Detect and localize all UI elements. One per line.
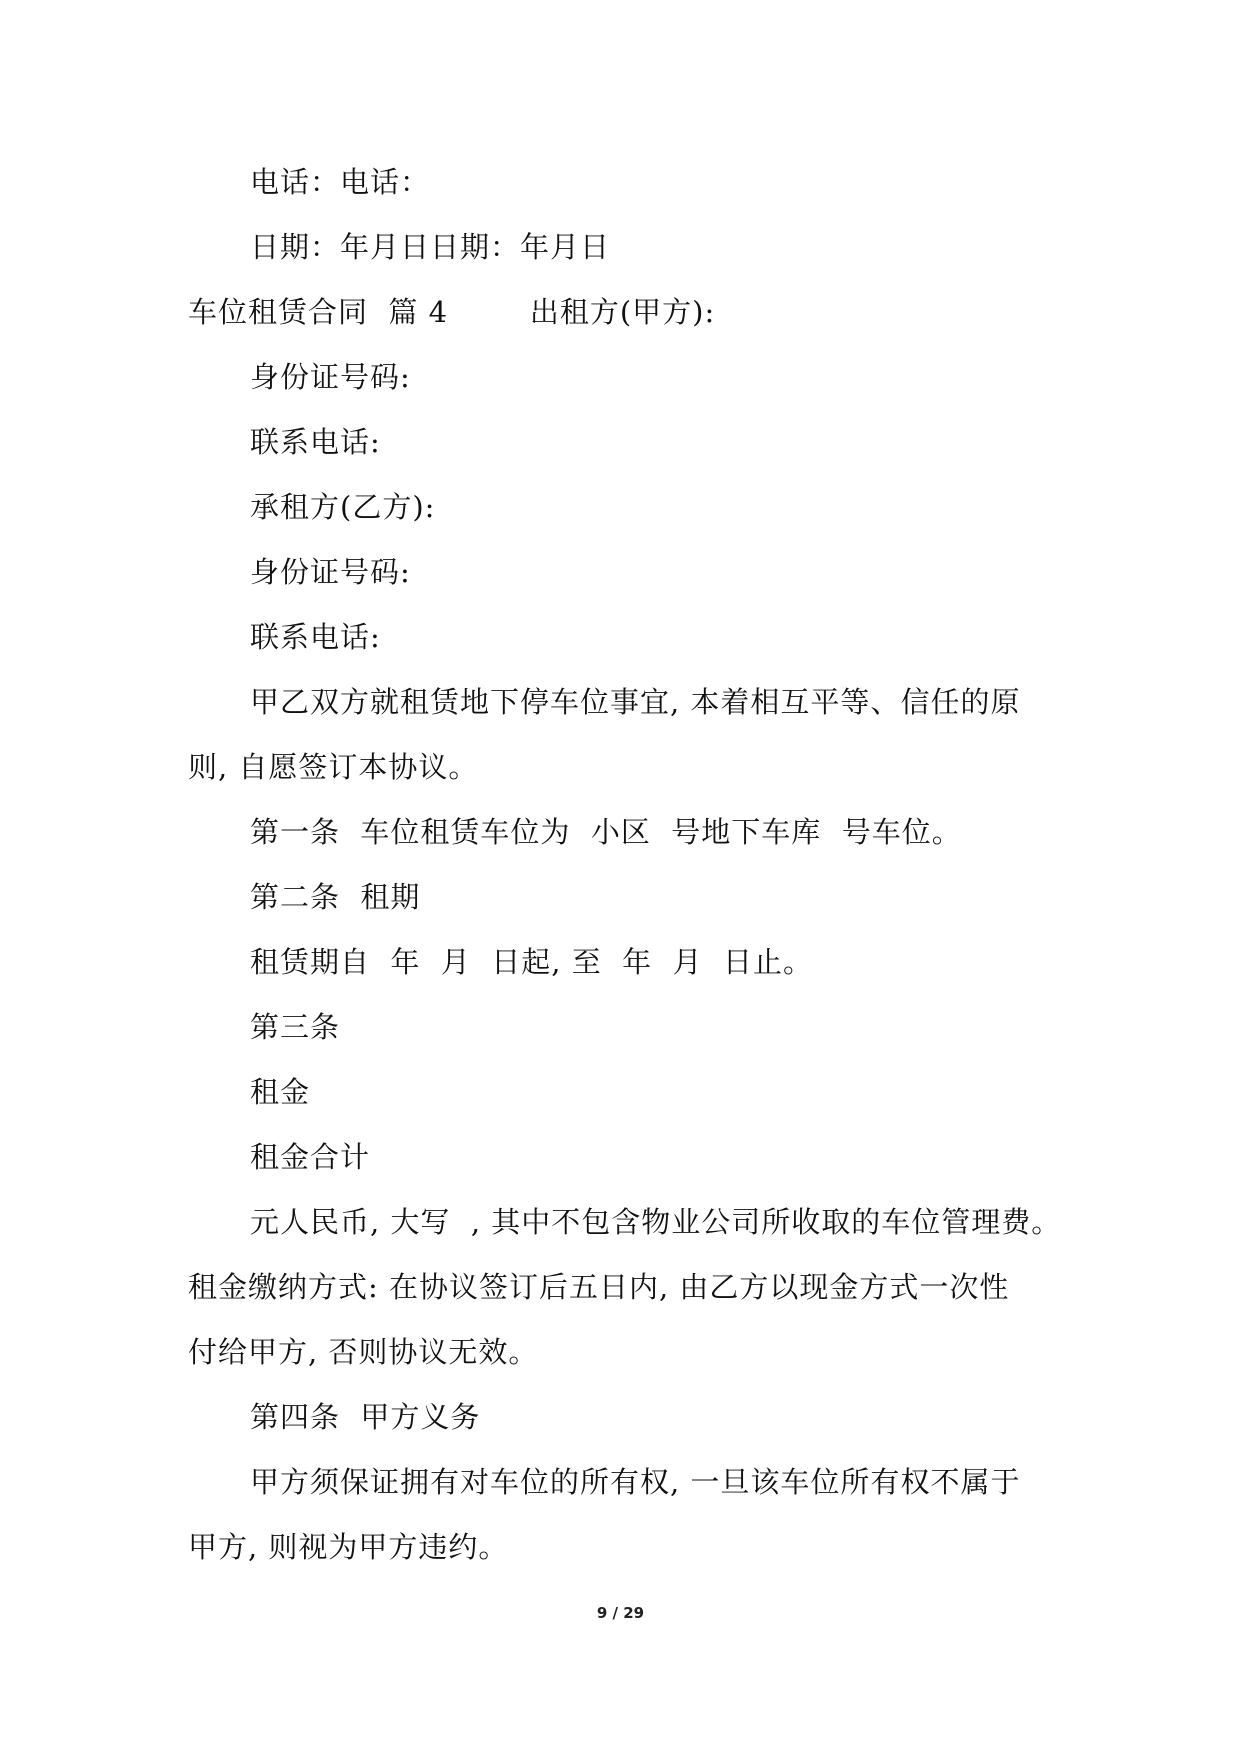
lessee-label: 承租方(乙方):: [250, 490, 436, 524]
article-1: 第一条 车位租赁车位为 小区 号地下车库 号车位。: [250, 815, 962, 849]
lessor-duty-line-2: 甲方, 则视为甲方违约。: [188, 1530, 509, 1564]
rent-amount-line: 元人民币, 大写 , 其中不包含物业公司所收取的车位管理费。: [250, 1205, 1062, 1239]
preamble-line-2: 则, 自愿签订本协议。: [188, 750, 479, 784]
rent-total-label: 租金合计: [250, 1140, 371, 1174]
article-3-heading: 第三条: [250, 1010, 341, 1044]
lessor-duty-line-1: 甲方须保证拥有对车位的所有权, 一旦该车位所有权不属于: [250, 1465, 1021, 1499]
lessor-id-number: 身份证号码:: [250, 360, 411, 394]
section-title-lessor: 车位租赁合同 篇 4 出租方(甲方):: [188, 295, 716, 329]
preamble-line-1: 甲乙双方就租赁地下停车位事宜, 本着相互平等、信任的原: [250, 685, 1021, 719]
payment-method-line-2: 付给甲方, 否则协议无效。: [188, 1335, 539, 1369]
article-4-heading: 第四条 甲方义务: [250, 1400, 481, 1434]
payment-method-line-1: 租金缴纳方式: 在协议签订后五日内, 由乙方以现金方式一次性: [188, 1270, 1010, 1304]
lessee-phone: 联系电话:: [250, 620, 381, 654]
page-number: 9 / 29: [596, 1604, 645, 1622]
date-line: 日期：年月日日期：年月日: [250, 230, 611, 264]
lease-term: 租赁期自 年 月 日起, 至 年 月 日止。: [250, 945, 814, 979]
article-2-heading: 第二条 租期: [250, 880, 421, 914]
phone-line: 电话：电话：: [250, 165, 431, 199]
lessor-phone: 联系电话:: [250, 425, 381, 459]
rent-label: 租金: [250, 1075, 311, 1109]
lessee-id-number: 身份证号码:: [250, 555, 411, 589]
